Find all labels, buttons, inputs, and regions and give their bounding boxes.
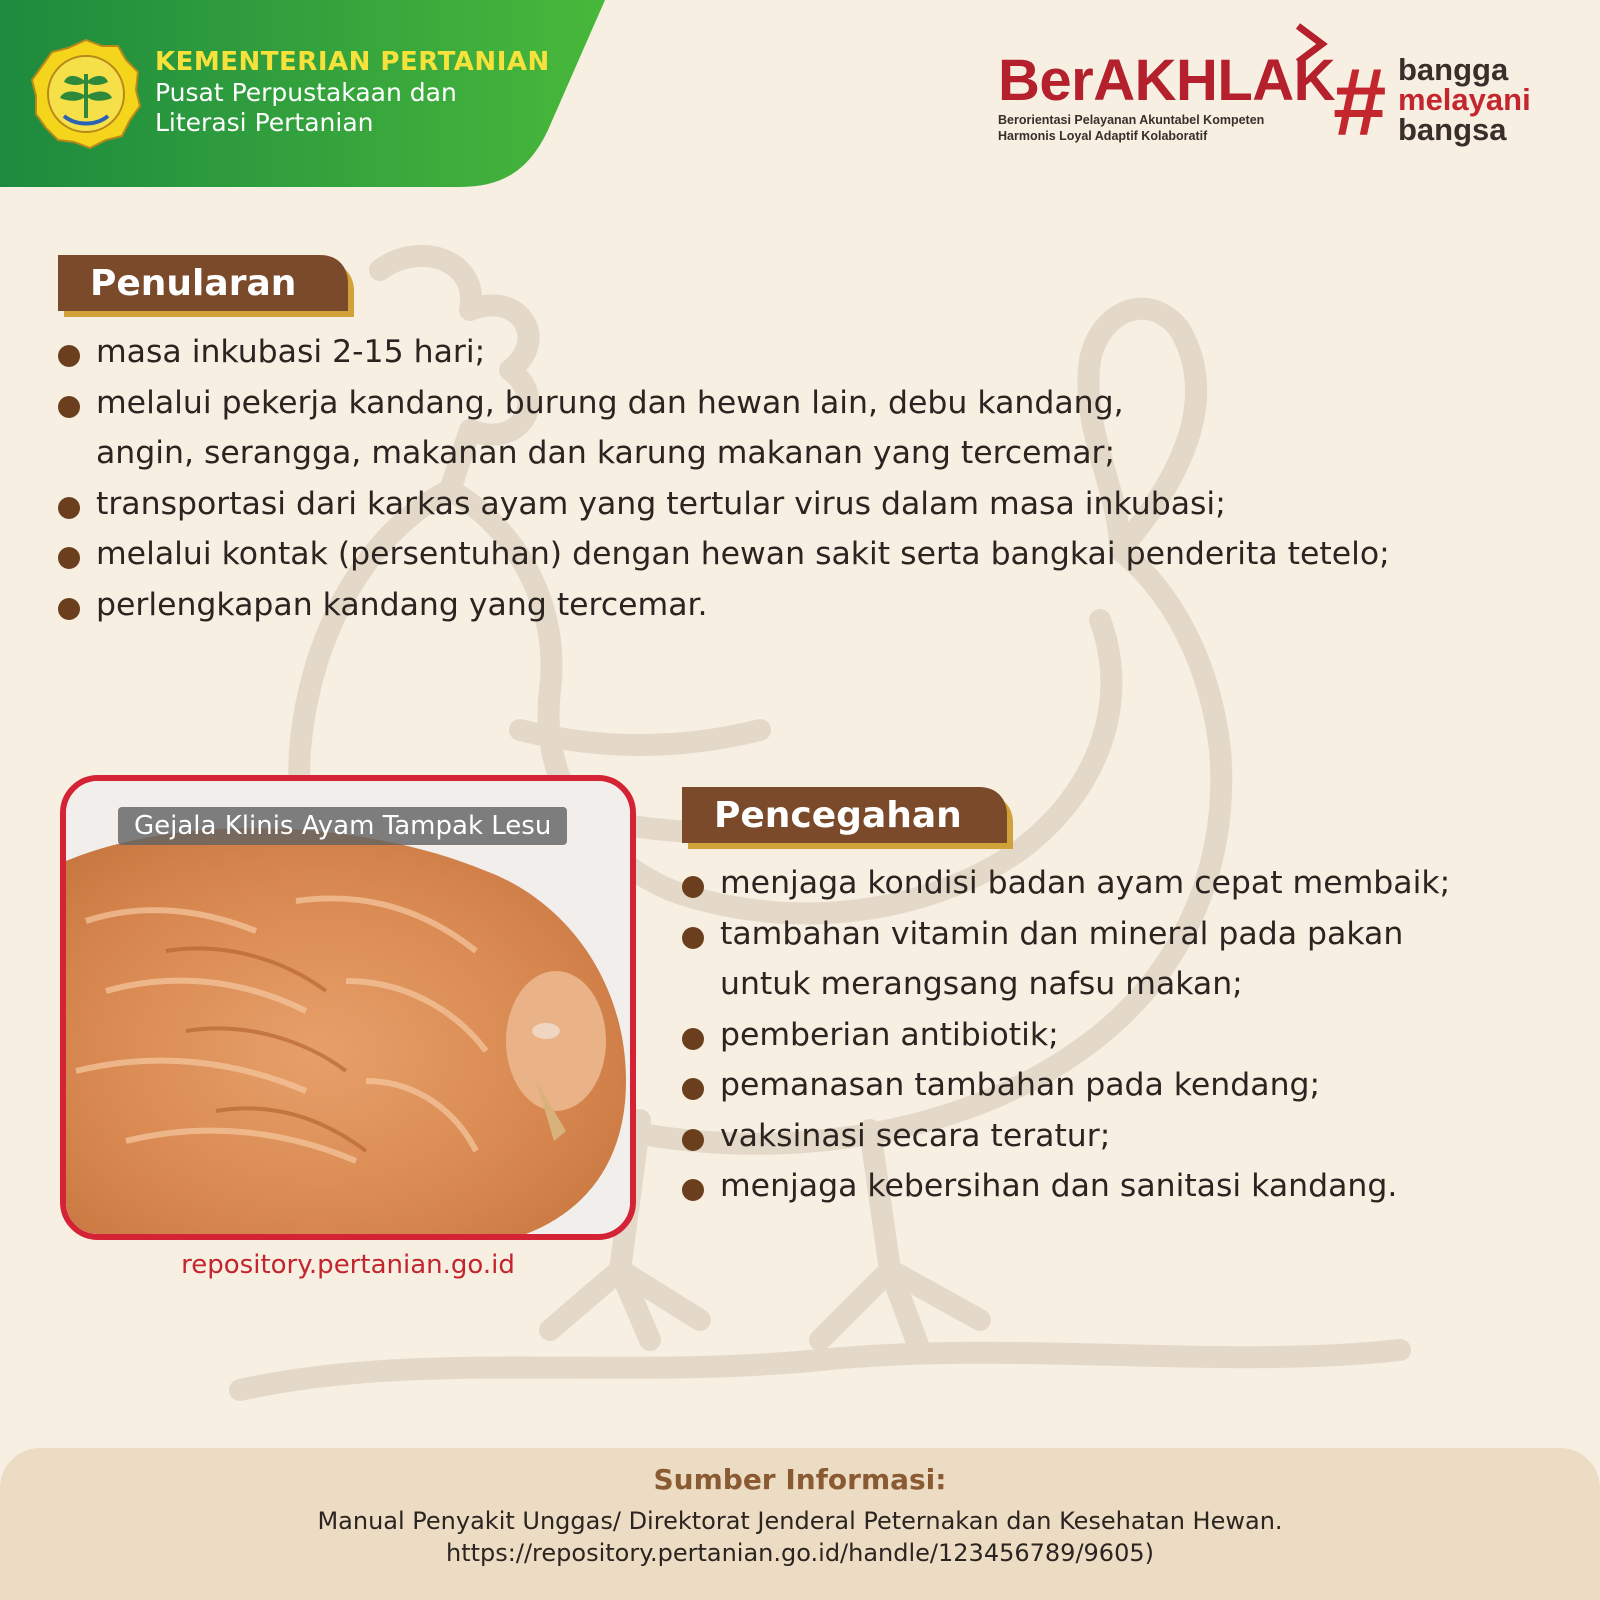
bullet-icon [58, 396, 80, 418]
organization-name [155, 46, 550, 138]
list-item: pemberian antibiotik; [682, 1010, 1582, 1061]
hashtag-word-3: bangsa [1398, 112, 1507, 147]
bullet-icon [682, 1078, 704, 1100]
footer-citation: Manual Penyakit Unggas/ Direktorat Jenderal Peternakan dan Kesehatan Hewan. [317, 1507, 1283, 1535]
bullet-icon [58, 598, 80, 620]
list-item: perlengkapan kandang yang tercemar. [58, 580, 1558, 631]
bullet-icon [682, 927, 704, 949]
org-subtitle-line2: Literasi Pertanian [155, 108, 374, 137]
footer-url: https://repository.pertanian.go.id/handle/123456789/9605) [446, 1539, 1154, 1567]
sick-chicken-image [66, 781, 630, 1234]
penularan-title: Penularan [90, 263, 297, 304]
list-item-continuation: untuk merangsang nafsu makan; [720, 966, 1243, 1002]
bullet-icon [682, 1179, 704, 1201]
list-item: melalui kontak (persentuhan) dengan hewan sakit serta bangkai penderita tetelo; [58, 529, 1558, 580]
hashtag-text [1398, 52, 1531, 147]
penularan-list [58, 327, 1558, 630]
list-item: menjaga kondisi badan ayam cepat membaik; [682, 858, 1582, 909]
hashtag-word-2: melayani [1398, 82, 1531, 117]
org-title: KEMENTERIAN PERTANIAN [155, 47, 550, 77]
footer-title: Sumber Informasi: [653, 1463, 947, 1496]
list-item: pemanasan tambahan pada kendang; [682, 1060, 1582, 1111]
org-subtitle-line1: Pusat Perpustakaan dan [155, 78, 457, 107]
berakhlak-word: BerAKHLAK [998, 48, 1336, 113]
berakhlak-tagline-1: Berorientasi Pelayanan Akuntabel Kompeten [998, 113, 1265, 127]
list-item: vaksinasi secara teratur; [682, 1111, 1582, 1162]
hashtag-symbol: # [1333, 49, 1387, 156]
pencegahan-heading [682, 787, 1017, 845]
penularan-heading [58, 255, 358, 313]
bullet-icon [58, 547, 80, 569]
hashtag-word-1: bangga [1398, 52, 1509, 87]
list-item: melalui pekerja kandang, burung dan hewan lain, debu kandang, [58, 378, 1558, 429]
berakhlak-tagline-2: Harmonis Loyal Adaptif Kolaboratif [998, 129, 1208, 143]
bullet-icon [682, 1028, 704, 1050]
bullet-icon [58, 497, 80, 519]
pencegahan-list [682, 858, 1582, 1212]
source-footer [0, 1448, 1600, 1600]
chevron-right-icon [1290, 22, 1330, 66]
chicken-photo [60, 775, 636, 1240]
list-item: tambahan vitamin dan mineral pada pakan [682, 909, 1582, 960]
berakhlak-logo [998, 50, 1335, 144]
ministry-logo-icon [30, 38, 142, 150]
photo-source-link: repository.pertanian.go.id [181, 1250, 515, 1280]
bullet-icon [682, 1129, 704, 1151]
list-item: transportasi dari karkas ayam yang tertular virus dalam masa inkubasi; [58, 479, 1558, 530]
list-item-continuation: angin, serangga, makanan dan karung makanan yang tercemar; [96, 435, 1116, 471]
photo-caption: Gejala Klinis Ayam Tampak Lesu [118, 807, 567, 845]
bullet-icon [58, 345, 80, 367]
pencegahan-title: Pencegahan [714, 795, 962, 836]
list-item: masa inkubasi 2-15 hari; [58, 327, 1558, 378]
list-item: menjaga kebersihan dan sanitasi kandang. [682, 1161, 1582, 1212]
bullet-icon [682, 876, 704, 898]
